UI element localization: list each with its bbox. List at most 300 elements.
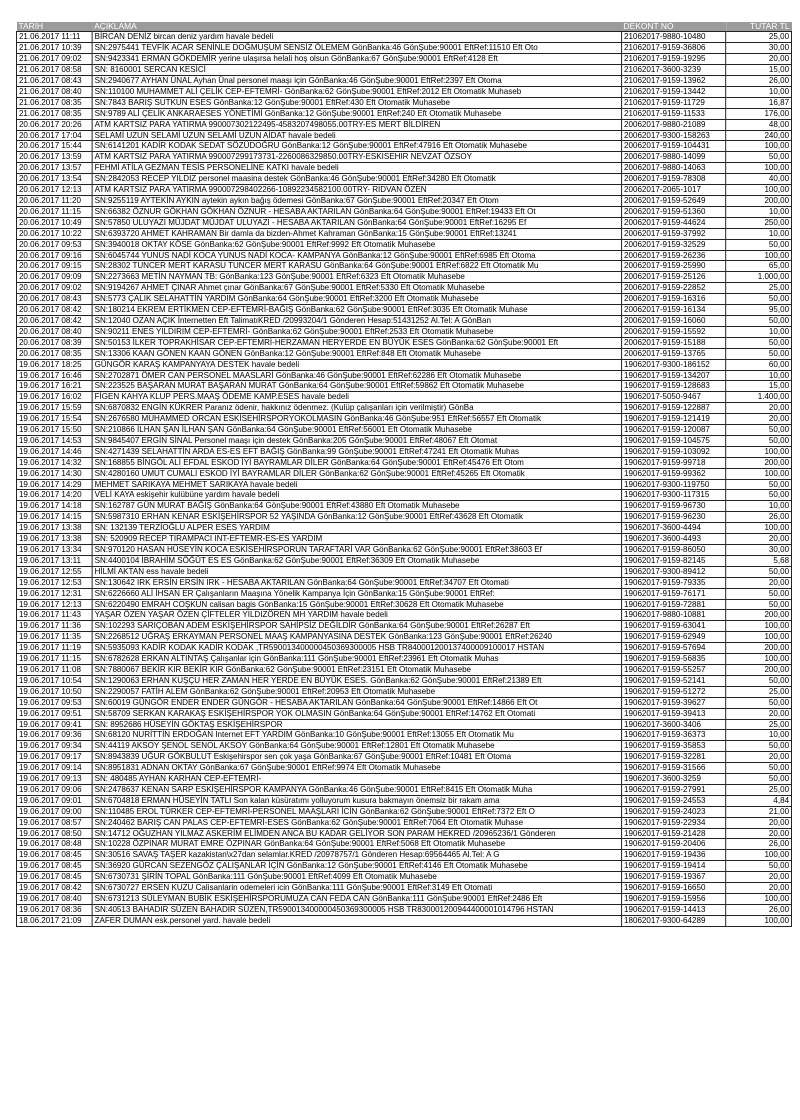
cell-date: 19.06.2017 14:18 xyxy=(16,501,92,512)
cell-amount: 100,00 xyxy=(726,654,792,665)
cell-date: 19.06.2017 09:06 xyxy=(16,784,92,795)
table-row[interactable] xyxy=(16,446,791,457)
cell-description: SN:36920 GÜRCAN SEZENGÖZ ÇALIŞANLAR İÇİN GönBanka:12 GönŞube:90001 EftRef:4146 Eft Otomatik Muhasebe xyxy=(92,861,621,872)
table-row[interactable] xyxy=(16,206,791,217)
cell-date: 19.06.2017 08:36 xyxy=(16,904,92,915)
table-row[interactable] xyxy=(16,904,791,915)
cell-description: SN:102293 SARIÇOBAN ADEM ESKİŞEHİRSPOR SAHİPSİZ DEĞİLDİR GönBanka:64 GönŞube:90001 EftRef:26287 Eft xyxy=(92,621,621,632)
cell-amount: 50,00 xyxy=(726,566,792,577)
table-row[interactable] xyxy=(16,523,791,534)
cell-dekont-no: 19062017-9159-122887 xyxy=(622,403,726,414)
table-row[interactable] xyxy=(16,65,791,76)
cell-date: 19.06.2017 09:00 xyxy=(16,806,92,817)
table-row[interactable] xyxy=(16,686,791,697)
cell-amount: 50,00 xyxy=(726,861,792,872)
table-row[interactable] xyxy=(16,54,791,65)
cell-description: SN:180214 EKREM ERTİKMEN CEP-EFTEMRİ-BAĞIŞ GönBanka:62 GönŞube:90001 EftRef:3035 Eft Otomatik Muhase xyxy=(92,305,621,316)
cell-date: 19.06.2017 11:08 xyxy=(16,664,92,675)
table-row[interactable] xyxy=(16,643,791,654)
cell-description: SN:2975441 TEVFİK ACAR SENİNLE DOĞMUŞUM SENSİZ ÖLEMEM GönBanka:46 GönŞube:90001 EftRef:11510 Eft Oto xyxy=(92,43,621,54)
cell-amount: 4,84 xyxy=(726,795,792,806)
cell-dekont-no: 19062017-9159-134207 xyxy=(622,370,726,381)
cell-dekont-no: 19062017-9159-19414 xyxy=(622,861,726,872)
cell-date: 19.06.2017 15:59 xyxy=(16,403,92,414)
table-row[interactable] xyxy=(16,817,791,828)
table-row[interactable] xyxy=(16,435,791,446)
cell-amount: 20,00 xyxy=(726,752,792,763)
table-row[interactable] xyxy=(16,697,791,708)
table-row[interactable] xyxy=(16,872,791,883)
cell-dekont-no: 19062017-9159-63041 xyxy=(622,621,726,632)
cell-amount: 15,00 xyxy=(726,381,792,392)
cell-dekont-no: 20062017-9159-16316 xyxy=(622,294,726,305)
cell-description: SN: 132139 TERZİOĞLU ALPER ESES YARDIM xyxy=(92,523,621,534)
table-row[interactable] xyxy=(16,217,791,228)
cell-date: 18.06.2017 21:09 xyxy=(16,915,92,926)
table-row[interactable] xyxy=(16,545,791,556)
cell-amount: 100,00 xyxy=(726,915,792,926)
cell-amount: 50,00 xyxy=(726,599,792,610)
cell-date: 19.06.2017 09:34 xyxy=(16,741,92,752)
cell-description: VELİ KAYA eskişehir kulübüne yardım havale bedeli xyxy=(92,490,621,501)
cell-amount: 25,00 xyxy=(726,784,792,795)
table-row[interactable] xyxy=(16,730,791,741)
cell-amount: 50,00 xyxy=(726,348,792,359)
table-row[interactable] xyxy=(16,414,791,425)
cell-description: SN:44119 AKSOY ŞENOL SENOL AKSOY GönBanka:64 GönŞube:90001 EftRef:12801 Eft Otomatik Muhasebe xyxy=(92,741,621,752)
cell-dekont-no: 21062017-9159-13962 xyxy=(622,76,726,87)
cell-date: 20.06.2017 10:49 xyxy=(16,217,92,228)
cell-amount: 100,00 xyxy=(726,632,792,643)
table-row[interactable] xyxy=(16,490,791,501)
cell-description: SN:13306 KAAN GÖNEN KAAN GÖNEN GönBanka:12 GönŞube:90001 EftRef:848 Eft Otomatik Muhasebe xyxy=(92,348,621,359)
cell-date: 20.06.2017 09:53 xyxy=(16,239,92,250)
cell-dekont-no: 19062017-9159-82145 xyxy=(622,555,726,566)
cell-date: 21.06.2017 08:35 xyxy=(16,97,92,108)
cell-date: 19.06.2017 09:13 xyxy=(16,774,92,785)
cell-description: SN:9845407 ERGİN SİNAL Personel maaşı için destek GönBanka:205 GönŞube:90001 EftRef:48067 Eft Otomat xyxy=(92,435,621,446)
cell-dekont-no: 19062017-9159-72881 xyxy=(622,599,726,610)
header-description[interactable]: AÇIKLAMA xyxy=(92,22,621,32)
table-row[interactable] xyxy=(16,784,791,795)
cell-date: 19.06.2017 14:46 xyxy=(16,446,92,457)
table-row[interactable] xyxy=(16,43,791,54)
cell-amount: 20,00 xyxy=(726,872,792,883)
table-row[interactable] xyxy=(16,403,791,414)
cell-date: 21.06.2017 08:58 xyxy=(16,65,92,76)
table-row[interactable] xyxy=(16,185,791,196)
cell-description: SN:2268512 UĞRAŞ ERKAYMAN PERSONEL MAAŞ KAMPANYASINA DESTEK GönBanka:123 GönŞube:90001 EftRef:26240 xyxy=(92,632,621,643)
cell-dekont-no: 19062017-9159-20406 xyxy=(622,839,726,850)
table-row[interactable] xyxy=(16,850,791,861)
cell-dekont-no: 20062017-9159-16134 xyxy=(622,305,726,316)
table-row[interactable] xyxy=(16,577,791,588)
cell-amount: 100,00 xyxy=(726,850,792,861)
table-row[interactable] xyxy=(16,97,791,108)
cell-date: 20.06.2017 13:57 xyxy=(16,163,92,174)
cell-date: 19.06.2017 11:15 xyxy=(16,654,92,665)
cell-date: 19.06.2017 11:19 xyxy=(16,643,92,654)
cell-dekont-no: 19062017-9159-52141 xyxy=(622,675,726,686)
cell-amount: 1.000,00 xyxy=(726,272,792,283)
table-row[interactable] xyxy=(16,806,791,817)
cell-description: SN:58709 SERKAN KARAKAŞ ESKİŞEHİRSPOR YOK OLMASIN GönBanka:64 GönŞube:90001 EftRef:14762 Eft Otomati xyxy=(92,708,621,719)
cell-dekont-no: 19062017-9159-31566 xyxy=(622,763,726,774)
table-row[interactable] xyxy=(16,795,791,806)
cell-date: 20.06.2017 13:54 xyxy=(16,174,92,185)
cell-amount: 20,00 xyxy=(726,883,792,894)
table-row[interactable] xyxy=(16,294,791,305)
cell-dekont-no: 19062017-9300-89412 xyxy=(622,566,726,577)
cell-description: SN: 480485 AYHAN KARHAN CEP-EFTEMRİ- xyxy=(92,774,621,785)
cell-date: 19.06.2017 12:13 xyxy=(16,599,92,610)
cell-amount: 26,00 xyxy=(726,904,792,915)
cell-amount: 25,00 xyxy=(726,719,792,730)
cell-amount: 60,00 xyxy=(726,359,792,370)
cell-date: 19.06.2017 09:41 xyxy=(16,719,92,730)
table-row[interactable] xyxy=(16,774,791,785)
table-row[interactable] xyxy=(16,174,791,185)
cell-dekont-no: 19062017-5050-9467 xyxy=(622,392,726,403)
cell-date: 19.06.2017 13:38 xyxy=(16,534,92,545)
cell-description: ATM KARTSIZ PARA YATIRMA 990007298402266-10892234582100.00TRY- RIDVAN ÖZEN xyxy=(92,185,621,196)
cell-dekont-no: 19062017-9159-120087 xyxy=(622,425,726,436)
cell-dekont-no: 19062017-9159-79335 xyxy=(622,577,726,588)
cell-date: 20.06.2017 13:59 xyxy=(16,152,92,163)
cell-dekont-no: 19062017-9159-16650 xyxy=(622,883,726,894)
cell-date: 19.06.2017 14:32 xyxy=(16,457,92,468)
table-row[interactable] xyxy=(16,348,791,359)
cell-date: 20.06.2017 11:20 xyxy=(16,196,92,207)
cell-description: SN:7843 BARIŞ SUTKUN ESES GönBanka:12 GönŞube:90001 EftRef:430 Eft Otomatik Muhasebe xyxy=(92,97,621,108)
cell-dekont-no: 19062017-9159-27991 xyxy=(622,784,726,795)
table-row[interactable] xyxy=(16,632,791,643)
table-row[interactable] xyxy=(16,32,791,43)
cell-description: SELAMİ UZUN SELAMİ UZUN SELAMİ UZUN AİDAT havale bedeli xyxy=(92,130,621,141)
cell-amount: 100,00 xyxy=(726,894,792,905)
table-row[interactable] xyxy=(16,479,791,490)
cell-amount: 10,00 xyxy=(726,370,792,381)
header-date[interactable]: TARİH xyxy=(16,22,92,32)
cell-amount: 16,87 xyxy=(726,97,792,108)
cell-amount: 25,00 xyxy=(726,283,792,294)
header-amount[interactable]: TUTAR TL xyxy=(726,22,792,32)
cell-description: SN: 520909 RECEP TIRAMPACI INT-EFTEMR-ES-ES YARDIM xyxy=(92,534,621,545)
cell-amount: 50,00 xyxy=(726,741,792,752)
cell-amount: 65,00 xyxy=(726,261,792,272)
cell-description: SN:6731213 SÜLEYMAN BUBİK ESKİŞEHİRSPORUMUZA CAN FEDA CAN GönBanka:111 GönŞube:90001 EftRef:2486 Eft xyxy=(92,894,621,905)
table-row[interactable] xyxy=(16,468,791,479)
cell-dekont-no: 21062017-9159-11533 xyxy=(622,108,726,119)
cell-description: HİLMİ AKTAN ess havale bedeli xyxy=(92,566,621,577)
cell-description: SN:50153 İLKER TOPRAKHİSAR CEP-EFTEMRİ-HERZAMAN HERYERDE EN BÜYÜK ESES GönBanka:62 GönŞube:90001 Eft xyxy=(92,337,621,348)
table-row[interactable] xyxy=(16,555,791,566)
cell-amount: 25,00 xyxy=(726,686,792,697)
cell-description: MEHMET SARIKAYA MEHMET SARIKAYA havale bedeli xyxy=(92,479,621,490)
cell-dekont-no: 19062017-9159-22934 xyxy=(622,817,726,828)
cell-dekont-no: 19062017-9159-103092 xyxy=(622,446,726,457)
table-row[interactable] xyxy=(16,675,791,686)
header-dekont-no[interactable]: DEKONT NO xyxy=(622,22,726,32)
table-row[interactable] xyxy=(16,130,791,141)
table-row[interactable] xyxy=(16,305,791,316)
cell-date: 19.06.2017 09:53 xyxy=(16,697,92,708)
cell-description: SN:1290063 ERHAN KUŞÇU HER ZAMAN HER YERDE EN BÜYÜK ESES. GönBanka:62 GönŞube:90001 EftRef:21389 Eft xyxy=(92,675,621,686)
cell-date: 20.06.2017 10:22 xyxy=(16,228,92,239)
table-row[interactable] xyxy=(16,425,791,436)
cell-dekont-no: 19062017-3600-3406 xyxy=(622,719,726,730)
table-row[interactable] xyxy=(16,239,791,250)
table-row[interactable] xyxy=(16,250,791,261)
cell-date: 19.06.2017 14:20 xyxy=(16,490,92,501)
table-row[interactable] xyxy=(16,152,791,163)
cell-amount: 5,68 xyxy=(726,555,792,566)
cell-amount: 26,00 xyxy=(726,76,792,87)
cell-amount: 50,00 xyxy=(726,490,792,501)
cell-date: 19.06.2017 08:40 xyxy=(16,894,92,905)
cell-description: SN:2273663 METİN NAYMAN TB: GönBanka:123 GönŞube:90001 EftRef:6323 Eft Otomatik Muhasebe xyxy=(92,272,621,283)
cell-description: SN:223525 BAŞARAN MURAT BAŞARAN MURAT GönBanka:64 GönŞube:90001 EftRef:59862 Eft Otomatik Muhasebe xyxy=(92,381,621,392)
cell-amount: 176,00 xyxy=(726,108,792,119)
cell-amount: 50,00 xyxy=(726,588,792,599)
table-row[interactable] xyxy=(16,86,791,97)
cell-description: SN:5987310 ERHAN KENAR ESKİŞEHİRSPOR 52 YAŞINDA GönBanka:12 GönŞube:90001 EftRef:43628 Eft Otomatik xyxy=(92,512,621,523)
cell-amount: 200,00 xyxy=(726,610,792,621)
cell-description: SN:57850 ULUYAZI MÜJDAT MÜJDAT ULUYAZI - HESABA AKTARILAN GönBanka:64 GönŞube:90001 EftRef:16295 Ef xyxy=(92,217,621,228)
cell-dekont-no: 19062017-9159-121419 xyxy=(622,414,726,425)
cell-description: SN:6782628 ERKAN ALTINTAŞ Çalışanlar için GönBanka:111 GönŞube:90001 EftRef:23961 Eft Otomatik Muhas xyxy=(92,654,621,665)
cell-dekont-no: 20062017-9159-25126 xyxy=(622,272,726,283)
cell-date: 19.06.2017 18:25 xyxy=(16,359,92,370)
cell-dekont-no: 19062017-9159-24553 xyxy=(622,795,726,806)
cell-description: SN:110485 EROL TÜRKER CEP-EFTEMRİ-PERSONEL MAAŞLARI İCİN GönBanka:62 GönŞube:90001 EftRef:7372 Eft O xyxy=(92,806,621,817)
cell-dekont-no: 20062017-9159-22852 xyxy=(622,283,726,294)
cell-date: 19.06.2017 11:43 xyxy=(16,610,92,621)
cell-dekont-no: 18062017-9300-64289 xyxy=(622,915,726,926)
table-row[interactable] xyxy=(16,196,791,207)
table-row[interactable] xyxy=(16,599,791,610)
cell-amount: 21,00 xyxy=(726,806,792,817)
cell-date: 19.06.2017 12:53 xyxy=(16,577,92,588)
table-row[interactable] xyxy=(16,337,791,348)
cell-dekont-no: 19062017-9159-55257 xyxy=(622,664,726,675)
cell-description: SN:6704818 ERMAN HÜSEYİN TATLI Son kalan küsüratımı yolluyorum kusura bakmayın önemsiz bir rakam ama xyxy=(92,795,621,806)
cell-date: 21.06.2017 09:02 xyxy=(16,54,92,65)
cell-description: GÜNGÖR KARAŞ KAMPANYAYA DESTEK havale bedeli xyxy=(92,359,621,370)
cell-description: SN:6730727 ERSEN KUZU Calisanlarin odemeleri icin GönBanka:111 GönŞube:90001 EftRef:3149 Eft Otomati xyxy=(92,883,621,894)
cell-dekont-no: 19062017-9159-19436 xyxy=(622,850,726,861)
cell-amount: 50,00 xyxy=(726,315,792,326)
cell-dekont-no: 19062017-9159-39627 xyxy=(622,697,726,708)
cell-dekont-no: 20062017-9159-15188 xyxy=(622,337,726,348)
cell-amount: 100,00 xyxy=(726,468,792,479)
cell-dekont-no: 21062017-3600-3239 xyxy=(622,65,726,76)
cell-amount: 10,00 xyxy=(726,501,792,512)
cell-dekont-no: 19062017-9159-36373 xyxy=(622,730,726,741)
cell-amount: 20,00 xyxy=(726,403,792,414)
cell-date: 19.06.2017 12:31 xyxy=(16,588,92,599)
table-row[interactable] xyxy=(16,894,791,905)
cell-description: SN:2842053 RECEP YILDIZ personel maasina destek GönBanka:46 GönŞube:90001 EftRef:34280 Eft Otomatik xyxy=(92,174,621,185)
cell-amount: 50,00 xyxy=(726,294,792,305)
table-row[interactable] xyxy=(16,883,791,894)
cell-amount: 100,00 xyxy=(726,621,792,632)
cell-dekont-no: 19062017-9159-51272 xyxy=(622,686,726,697)
cell-date: 19.06.2017 09:17 xyxy=(16,752,92,763)
cell-date: 19.06.2017 13:38 xyxy=(16,523,92,534)
table-row[interactable] xyxy=(16,261,791,272)
cell-date: 19.06.2017 16:46 xyxy=(16,370,92,381)
table-row[interactable] xyxy=(16,654,791,665)
cell-dekont-no: 19062017-9159-56835 xyxy=(622,654,726,665)
cell-dekont-no: 20062017-9159-37992 xyxy=(622,228,726,239)
cell-description: SN:6141201 KADİR KODAK SEDAT SÖZÜDOĞRU GönBanka:12 GönŞube:90001 EftRef:47916 Eft Otomatik Muhasebe xyxy=(92,141,621,152)
cell-amount: 50,00 xyxy=(726,774,792,785)
table-row[interactable] xyxy=(16,163,791,174)
cell-dekont-no: 20062017-9880-14063 xyxy=(622,163,726,174)
cell-date: 19.06.2017 14:15 xyxy=(16,512,92,523)
cell-dekont-no: 20062017-9159-78308 xyxy=(622,174,726,185)
cell-date: 20.06.2017 08:42 xyxy=(16,305,92,316)
cell-description: SN:12040 OZAN AÇIK İnternetten Eft TalimatıKRED /20993204/1 Gönderen Hesap:51431252 Al.Tel: A GönBan xyxy=(92,315,621,326)
cell-description: ATM KARTSIZ PARA YATIRMA 990007302122495-4583207498055.00TRY-ES MERT BİLDİREN xyxy=(92,119,621,130)
cell-dekont-no: 21062017-9159-19295 xyxy=(622,54,726,65)
cell-amount: 30,00 xyxy=(726,43,792,54)
cell-amount: 20,00 xyxy=(726,708,792,719)
cell-description: SN:970120 HASAN HÜSEYİN KOCA ESKİSEHİRSPORUN TARAFTARİ VAR GönBanka:62 GönŞube:90001 EftRef:38603 Ef xyxy=(92,545,621,556)
table-row[interactable] xyxy=(16,708,791,719)
cell-amount: 20,00 xyxy=(726,54,792,65)
cell-description: SN:240462 BARIŞ CAN PALAS CEP-EFTEMRİ-ESES GönBanka:62 GönŞube:90001 EftRef:7064 Eft Otomatik Muhase xyxy=(92,817,621,828)
table-row[interactable] xyxy=(16,141,791,152)
table-row[interactable] xyxy=(16,457,791,468)
cell-dekont-no: 19062017-9159-57694 xyxy=(622,643,726,654)
table-row[interactable] xyxy=(16,272,791,283)
cell-dekont-no: 19062017-9300-186152 xyxy=(622,359,726,370)
cell-dekont-no: 19062017-9300-117315 xyxy=(622,490,726,501)
table-row[interactable] xyxy=(16,588,791,599)
cell-date: 19.06.2017 11:35 xyxy=(16,632,92,643)
cell-description: SN:60019 GÜNGÖR ENDER ENDER GÜNGÖR - HESABA AKTARILAN GönBanka:64 GönŞube:90001 EftRef:14866 Eft Ot xyxy=(92,697,621,708)
table-row[interactable] xyxy=(16,381,791,392)
cell-description: SN:2478637 KENAN SARP ESKİŞEHİRSPOR KAMPANYA GönBanka:46 GönŞube:90001 EftRef:8415 Eft Otomatik Muha xyxy=(92,784,621,795)
table-row[interactable] xyxy=(16,915,791,926)
cell-date: 19.06.2017 08:45 xyxy=(16,850,92,861)
table-row[interactable] xyxy=(16,534,791,545)
table-row[interactable] xyxy=(16,119,791,130)
cell-date: 19.06.2017 09:01 xyxy=(16,795,92,806)
cell-description: SN:7880067 BEKİR KIR BEKİR KIR GönBanka:62 GönŞube:90001 EftRef:23151 Eft Otomatik Muhasebe xyxy=(92,664,621,675)
cell-amount: 20,00 xyxy=(726,577,792,588)
cell-amount: 10,00 xyxy=(726,206,792,217)
table-row[interactable] xyxy=(16,763,791,774)
cell-date: 21.06.2017 08:35 xyxy=(16,108,92,119)
cell-description: SN:30516 SAVAŞ TAŞER kazakistan\x27dan selamlar.KRED /20978757/1 Gönderen Hesap:69564465 Al.Tel: A G xyxy=(92,850,621,861)
cell-date: 19.06.2017 13:11 xyxy=(16,555,92,566)
cell-date: 19.06.2017 09:51 xyxy=(16,708,92,719)
table-row[interactable] xyxy=(16,828,791,839)
table-row[interactable] xyxy=(16,861,791,872)
cell-dekont-no: 19062017-9159-128683 xyxy=(622,381,726,392)
cell-description: SN:3940018 OKTAY KÖSE GönBanka:62 GönŞube:90001 EftRef:9992 Eft Otomatik Muhasebe xyxy=(92,239,621,250)
cell-dekont-no: 20062017-9159-26236 xyxy=(622,250,726,261)
cell-description: SN:4271439 SELAHATTİN ARDA ES-ES EFT BAĞIŞ GönBanka:99 GönŞube:90001 EftRef:47241 Eft Otomatik Muhas xyxy=(92,446,621,457)
cell-dekont-no: 19062017-9159-62949 xyxy=(622,632,726,643)
table-row[interactable] xyxy=(16,741,791,752)
table-row[interactable] xyxy=(16,283,791,294)
cell-dekont-no: 21062017-9880-10480 xyxy=(622,32,726,43)
cell-description: SN:2940677 AYHAN ÜNAL Ayhan Ünal personel maaşı için GönBanka:46 GönŞube:90001 EftRef:2397 Eft Otoma xyxy=(92,76,621,87)
cell-dekont-no: 19062017-9159-86050 xyxy=(622,545,726,556)
cell-dekont-no: 20062017-9159-104431 xyxy=(622,141,726,152)
table-row[interactable] xyxy=(16,76,791,87)
cell-description: SN:28302 TUNCER MERT KARASU TUNCER MERT KARASU GönBanka:64 GönŞube:90001 EftRef:6822 Eft Otomatik Mu xyxy=(92,261,621,272)
table-row[interactable] xyxy=(16,370,791,381)
cell-description: SN:8943839 UĞUR GÖKBULUT Eskişehirspor sen çok yaşa GönBanka:67 GönŞube:90001 EftRef:10481 Eft Otoma xyxy=(92,752,621,763)
cell-amount: 20,00 xyxy=(726,828,792,839)
table-row[interactable] xyxy=(16,315,791,326)
cell-dekont-no: 19062017-9159-99362 xyxy=(622,468,726,479)
cell-description: SN: 8952686 HÜSEYİN GÖKTAŞ ESKİŞEHİRSPOR xyxy=(92,719,621,730)
cell-dekont-no: 21062017-9159-11729 xyxy=(622,97,726,108)
cell-description: ZAFER DUMAN esk.personel yard. havale bedeli xyxy=(92,915,621,926)
table-row[interactable] xyxy=(16,752,791,763)
table-row[interactable] xyxy=(16,501,791,512)
cell-date: 20.06.2017 20:26 xyxy=(16,119,92,130)
cell-date: 20.06.2017 08:40 xyxy=(16,326,92,337)
cell-description: SN:162787 GÜN MURAT BAĞIŞ GönBanka:64 GönŞube:90001 EftRef:43880 Eft Otomatik Muhasebe xyxy=(92,501,621,512)
cell-amount: 10,00 xyxy=(726,730,792,741)
cell-dekont-no: 19062017-9159-96730 xyxy=(622,501,726,512)
table-row[interactable] xyxy=(16,512,791,523)
cell-dekont-no: 21062017-9159-13442 xyxy=(622,86,726,97)
cell-date: 19.06.2017 08:48 xyxy=(16,839,92,850)
table-row[interactable] xyxy=(16,326,791,337)
cell-date: 19.06.2017 15:54 xyxy=(16,414,92,425)
cell-amount: 50,00 xyxy=(726,763,792,774)
cell-dekont-no: 20062017-9159-15592 xyxy=(622,326,726,337)
cell-date: 19.06.2017 10:54 xyxy=(16,675,92,686)
table-row[interactable] xyxy=(16,566,791,577)
cell-description: SN:6226660 ALİ İHSAN ER Çalışanların Maaşına Yönelik Kampanya İçin GönBanka:15 GönŞube:90001 EftRef: xyxy=(92,588,621,599)
cell-dekont-no: 20062017-9300-158263 xyxy=(622,130,726,141)
table-row[interactable] xyxy=(16,839,791,850)
cell-amount: 50,00 xyxy=(726,697,792,708)
table-row[interactable] xyxy=(16,359,791,370)
cell-amount: 20,00 xyxy=(726,534,792,545)
cell-date: 19.06.2017 16:21 xyxy=(16,381,92,392)
table-row[interactable] xyxy=(16,719,791,730)
cell-dekont-no: 19062017-9159-32281 xyxy=(622,752,726,763)
table-row[interactable] xyxy=(16,228,791,239)
cell-description: SN:14712 OĞUZHAN YILMAZ ASKERİM ELİMDEN ANCA BU KADAR GELİYOR SON PARAM HEKRED /20965236/1 Gönderen xyxy=(92,828,621,839)
cell-date: 19.06.2017 11:36 xyxy=(16,621,92,632)
cell-amount: 15,00 xyxy=(726,65,792,76)
table-row[interactable] xyxy=(16,664,791,675)
table-row[interactable] xyxy=(16,610,791,621)
cell-amount: 100,00 xyxy=(726,163,792,174)
cell-amount: 100,00 xyxy=(726,523,792,534)
cell-description: SN: 8160001 SERCAN KESİCİ xyxy=(92,65,621,76)
cell-amount: 1.400,00 xyxy=(726,392,792,403)
cell-date: 19.06.2017 14:53 xyxy=(16,435,92,446)
cell-amount: 26,00 xyxy=(726,839,792,850)
table-row[interactable] xyxy=(16,108,791,119)
table-row[interactable] xyxy=(16,621,791,632)
table-row[interactable] xyxy=(16,392,791,403)
cell-description: FİGEN KAHYA KLUP PERS.MAAŞ ÖDEME KAMP.ESES havale bedeli xyxy=(92,392,621,403)
cell-description: SN:110100 MUHAMMET ALİ ÇELİK CEP-EFTEMRİ- GönBanka:62 GönŞube:90001 EftRef:2012 Eft Otomatik Muhaseb xyxy=(92,86,621,97)
